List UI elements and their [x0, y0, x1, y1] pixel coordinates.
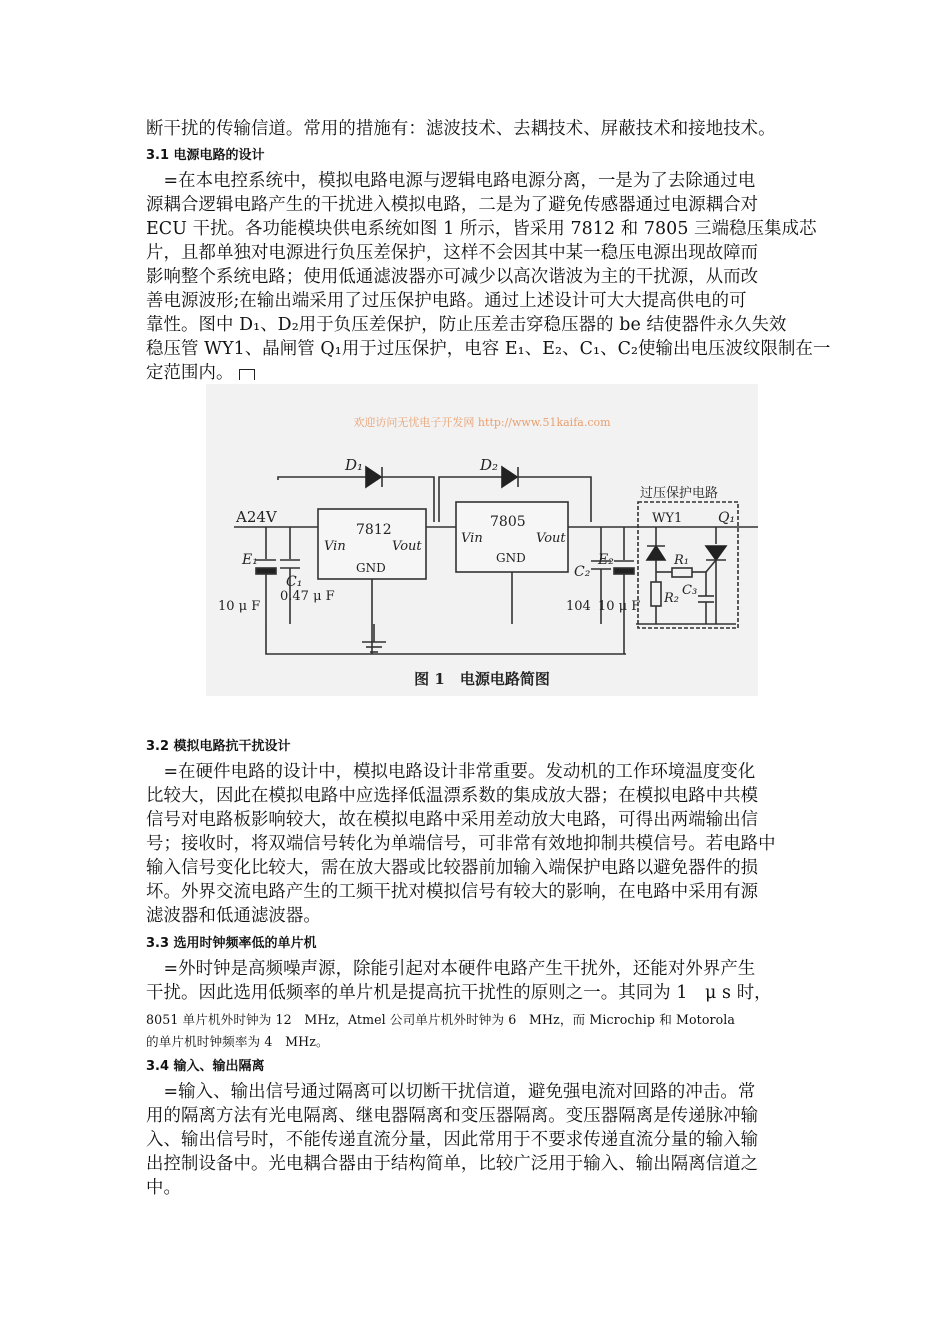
- svg-text:Vout: Vout: [392, 539, 422, 554]
- figure-caption: 图 1 电源电路简图: [414, 670, 550, 688]
- svg-text:Vin: Vin: [324, 539, 346, 554]
- paragraph-line: =输入、输出信号通过隔离可以切断干扰信道，避免强电流对回路的冲击。常: [146, 1082, 756, 1102]
- svg-text:WY1: WY1: [652, 511, 683, 526]
- label-d2: D₂: [480, 456, 499, 474]
- anchor-mark-icon: [239, 369, 255, 380]
- svg-text:GND: GND: [356, 561, 386, 575]
- power-circuit-diagram: [206, 384, 758, 696]
- svg-text:Vout: Vout: [536, 531, 566, 546]
- paragraph-line: 用的隔离方法有光电隔离、继电器隔离和变压器隔离。变压器隔离是传递脉冲输: [146, 1106, 759, 1126]
- svg-text:E₂: E₂: [598, 552, 614, 568]
- paragraph-line: 善电源波形;在输出端采用了过压保护电路。通过上述设计可大大提高供电的可: [146, 291, 747, 311]
- paragraph-line: 坏。外界交流电路产生的工频干扰对模拟信号有较大的影响，在电路中采用有源: [146, 882, 759, 902]
- svg-text:R₁: R₁: [674, 553, 689, 568]
- paragraph-line: 片，且都单独对电源进行负压差保护，这样不会因其中某一稳压电源出现故障而: [146, 243, 759, 263]
- paragraph-line: 号；接收时，将双端信号转化为单端信号，可非常有效地抑制共模信号。若电路中: [146, 834, 776, 854]
- paragraph-line: 稳压管 WY1、晶闸管 Q₁用于过压保护，电容 E₁、E₂、C₁、C₂使输出电压波纹限制在一: [146, 339, 831, 359]
- svg-text:10 μ F: 10 μ F: [218, 599, 261, 614]
- section-heading-3-1: 3.1 电源电路的设计: [146, 148, 265, 163]
- svg-text:C₁: C₁: [286, 574, 303, 590]
- paragraph-line: 8051 单片机外时钟为 12 MHz，Atmel 公司单片机外时钟为 6 MHz，而 Microchip 和 Motorola: [146, 1012, 736, 1027]
- paragraph-line: ECU 干扰。各功能模块供电系统如图 1 所示，皆采用 7812 和 7805 三端稳压集成芯: [146, 219, 817, 239]
- section-heading-3-3: 3.3 选用时钟频率低的单片机: [146, 936, 317, 951]
- svg-text:10 μ F: 10 μ F: [598, 599, 641, 614]
- svg-text:7805: 7805: [490, 514, 526, 530]
- label-a24v: A24V: [236, 508, 277, 526]
- paragraph-line: 干扰。因此选用低频率的单片机是提高抗干扰性的原则之一。其同为 1 μ s 时，: [146, 983, 772, 1003]
- label-d1: D₁: [345, 456, 364, 474]
- svg-text:R₂: R₂: [664, 591, 679, 606]
- paragraph-line: 比较大，因此在模拟电路中应选择低温漂系数的集成放大器；在模拟电路中共模: [146, 786, 759, 806]
- paragraph-line: 靠性。图中 D₁、D₂用于负压差保护，防止压差击穿稳压器的 be 结使器件永久失效: [146, 315, 787, 335]
- paragraph-line: =在本电控系统中，模拟电路电源与逻辑电路电源分离，一是为了去除通过电: [146, 171, 756, 191]
- section-heading-3-2: 3.2 模拟电路抗干扰设计: [146, 739, 291, 754]
- paragraph-line: =在硬件电路的设计中，模拟电路设计非常重要。发动机的工作环境温度变化: [146, 762, 756, 782]
- svg-text:E₁: E₁: [242, 552, 258, 568]
- paragraph-line: 中。: [146, 1178, 181, 1198]
- svg-text:GND: GND: [496, 551, 526, 565]
- svg-text:过压保护电路: 过压保护电路: [640, 486, 719, 501]
- paragraph-line: 的单片机时钟频率为 4 MHz。: [146, 1034, 329, 1049]
- svg-text:0.47 μ F: 0.47 μ F: [280, 589, 335, 604]
- paragraph-line: 信号对电路板影响较大，故在模拟电路中采用差动放大电路，可得出两端输出信: [146, 810, 759, 830]
- svg-text:7812: 7812: [356, 522, 392, 538]
- paragraph-line: 入、输出信号时，不能传递直流分量，因此常用于不要求传递直流分量的输入输: [146, 1130, 759, 1150]
- figure-1: [206, 384, 758, 696]
- intro-line: 断干扰的传输信道。常用的措施有：滤波技术、去耦技术、屏蔽技术和接地技术。: [146, 119, 776, 139]
- svg-text:104: 104: [566, 599, 591, 614]
- section-heading-3-4: 3.4 输入、输出隔离: [146, 1059, 265, 1074]
- paragraph-line: 输入信号变化比较大，需在放大器或比较器前加输入端保护电路以避免器件的损: [146, 858, 759, 878]
- paragraph-line: =外时钟是高频噪声源，除能引起对本硬件电路产生干扰外，还能对外界产生: [146, 959, 756, 979]
- paragraph-line: 定范围内。: [146, 361, 255, 385]
- svg-text:Vin: Vin: [461, 531, 483, 546]
- svg-text:C₃: C₃: [682, 583, 698, 598]
- paragraph-line: 出控制设备中。光电耦合器由于结构简单，比较广泛用于输入、输出隔离信道之: [146, 1154, 759, 1174]
- watermark: 欢迎访问无忧电子开发网 http://www.51kaifa.com: [353, 416, 611, 429]
- paragraph-line: 滤波器和低通滤波器。: [146, 906, 321, 926]
- svg-text:C₂: C₂: [574, 564, 591, 580]
- paragraph-line: 源耦合逻辑电路产生的干扰进入模拟电路，二是为了避免传感器通过电源耦合对: [146, 195, 759, 215]
- paragraph-line: 影响整个系统电路；使用低通滤波器亦可减少以高次谐波为主的干扰源，从而改: [146, 267, 759, 287]
- svg-text:Q₁: Q₁: [718, 510, 736, 526]
